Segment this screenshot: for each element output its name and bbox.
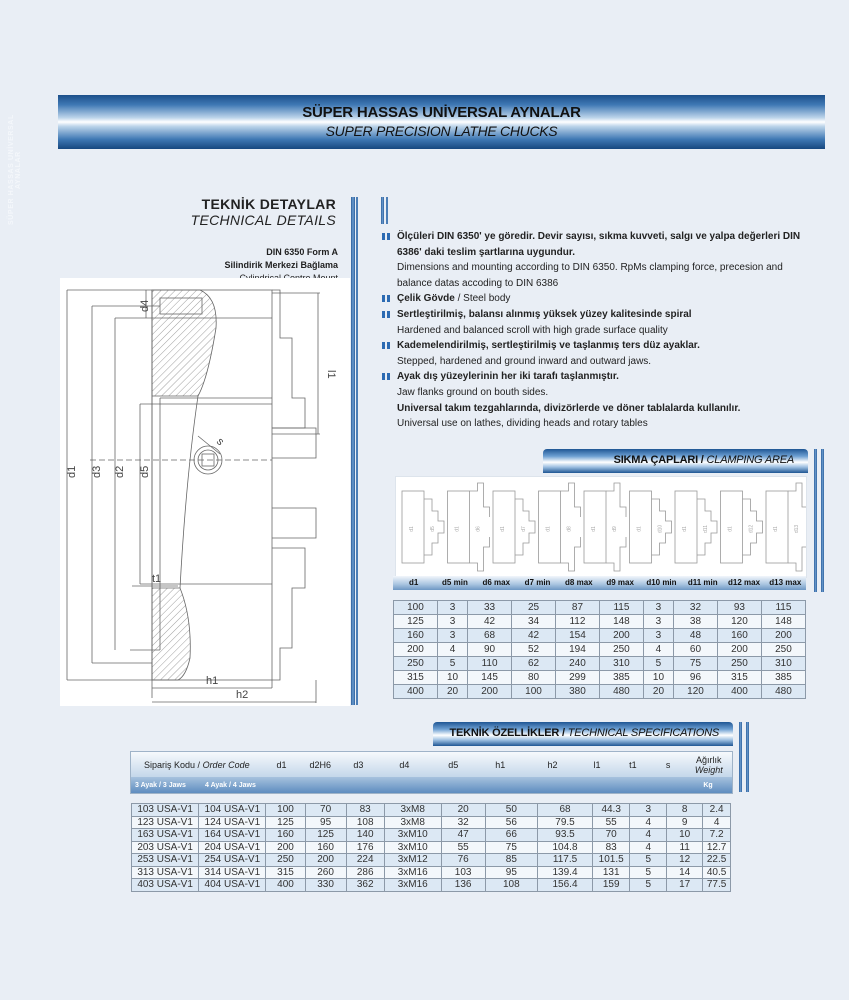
table-cell: 3 — [437, 601, 467, 615]
jaw-diagram-label: d1 — [682, 526, 688, 532]
table-cell: 32 — [674, 601, 718, 615]
table-cell: 12 — [667, 854, 703, 867]
table-cell: 200 — [305, 854, 346, 867]
table-cell: 299 — [555, 671, 599, 685]
table-cell: 4 — [437, 643, 467, 657]
clamping-col-header: d8 max — [565, 578, 593, 587]
table-cell: 3 — [437, 629, 467, 643]
table-cell: 76 — [441, 854, 485, 867]
table-cell: 315 — [717, 671, 761, 685]
table-cell: 4 — [630, 816, 667, 829]
table-cell: 315 — [394, 671, 438, 685]
order-code-header — [131, 760, 263, 770]
scroll-curve — [180, 396, 198, 588]
table-cell: 3xM16 — [384, 879, 441, 892]
table-cell: 148 — [599, 615, 643, 629]
table-cell: 68 — [538, 804, 593, 817]
table-cell: 200 — [599, 629, 643, 643]
table-cell: 380 — [555, 685, 599, 699]
table-cell: 33 — [468, 601, 512, 615]
divider-bar — [386, 197, 388, 224]
hatch-top — [152, 290, 216, 396]
dim-label-l1: l1 — [325, 370, 337, 379]
jaw-diagram-label: d5 — [430, 526, 436, 532]
table-cell: 100 — [266, 804, 305, 817]
table-cell: 103 USA-V1 — [132, 804, 199, 817]
dim-label-h2: h2 — [236, 689, 249, 701]
jaw-diagram-label: d1 — [409, 526, 415, 532]
table-cell: 47 — [441, 829, 485, 842]
table-cell: 5 — [630, 866, 667, 879]
table-cell: 148 — [761, 615, 805, 629]
jaw-diagrams-svg — [396, 477, 806, 577]
table-cell: 96 — [674, 671, 718, 685]
table-cell: 400 — [394, 685, 438, 699]
table-cell: 93.5 — [538, 829, 593, 842]
feature-separator: / — [454, 293, 464, 305]
divider-bar — [821, 449, 824, 592]
bullet-icon — [382, 311, 391, 318]
table-cell: 3 — [643, 601, 673, 615]
table-cell: 4 — [703, 816, 731, 829]
table-cell: 124 USA-V1 — [199, 816, 266, 829]
feature-list — [382, 229, 802, 432]
table-cell: 131 — [592, 866, 630, 879]
table-cell: 3 — [437, 615, 467, 629]
table-cell: 87 — [555, 601, 599, 615]
feature-text-en: Stepped, hardened and ground inward and outward jaws. — [397, 355, 652, 367]
table-cell: 160 — [394, 629, 438, 643]
jaw-diagram-label: d6 — [475, 526, 482, 532]
table-cell: 70 — [592, 829, 630, 842]
table-cell: 48 — [674, 629, 718, 643]
table-cell: 3xM12 — [384, 854, 441, 867]
table-cell: 125 — [394, 615, 438, 629]
clamping-col-header: d10 min — [646, 578, 677, 587]
table-cell: 250 — [599, 643, 643, 657]
bullet-icon — [382, 295, 391, 302]
specs-title-tr: TEKNİK ÖZELLİKLER — [449, 727, 560, 739]
technical-specs-header — [433, 722, 733, 746]
specs-col-header: d3 — [353, 759, 364, 770]
clamping-col-header: d1 — [408, 578, 419, 587]
table-cell: 5 — [437, 657, 467, 671]
table-cell: 112 — [555, 615, 599, 629]
specs-col-header: d5 — [448, 759, 459, 770]
table-cell: 163 USA-V1 — [132, 829, 199, 842]
table-cell: 400 — [266, 879, 305, 892]
table-cell: 100 — [394, 601, 438, 615]
table-cell: 286 — [346, 866, 384, 879]
dim-label-s: s — [213, 435, 227, 449]
jaw-diagram-label: d10 — [657, 524, 664, 534]
table-row — [132, 816, 731, 829]
table-cell: 80 — [512, 671, 556, 685]
table-cell: 95 — [485, 866, 538, 879]
table-cell: 20 — [643, 685, 673, 699]
specs-table — [131, 803, 731, 892]
feature-translation — [382, 323, 802, 339]
table-cell: 85 — [485, 854, 538, 867]
table-cell: 160 — [305, 841, 346, 854]
table-cell: 203 USA-V1 — [132, 841, 199, 854]
jaw-diagram-label: d8 — [566, 526, 573, 532]
technical-details-heading — [150, 196, 336, 228]
table-cell: 120 — [717, 615, 761, 629]
jaw-diagram-label: d11 — [703, 525, 709, 533]
table-cell: 70 — [305, 804, 346, 817]
table-cell: 56 — [485, 816, 538, 829]
table-cell: 117.5 — [538, 854, 593, 867]
divider-bar — [814, 449, 817, 592]
title-separator: / — [559, 727, 568, 739]
table-cell: 20 — [437, 685, 467, 699]
table-cell: 93 — [717, 601, 761, 615]
table-cell: 17 — [667, 879, 703, 892]
jaw-diagram-label: d1 — [727, 526, 734, 532]
table-cell: 103 — [441, 866, 485, 879]
table-cell: 3 — [643, 629, 673, 643]
table-cell: 5 — [643, 657, 673, 671]
table-cell: 10 — [643, 671, 673, 685]
jaw-diagram-label: d1 — [500, 526, 506, 532]
specs-col-header: t1 — [629, 759, 637, 770]
table-cell: 79.5 — [538, 816, 593, 829]
table-cell: 68 — [468, 629, 512, 643]
clamping-title-en: CLAMPING AREA — [706, 454, 794, 466]
table-cell: 108 — [485, 879, 538, 892]
table-cell: 145 — [468, 671, 512, 685]
feature-item — [382, 369, 802, 385]
jaws4-label: 4 Ayak / 4 Jaws — [205, 781, 256, 789]
dim-label-d2: d2 — [114, 465, 126, 478]
dim-label-d5: d5 — [139, 465, 151, 478]
table-cell: 254 USA-V1 — [199, 854, 266, 867]
banner-title-tr: SÜPER HASSAS UNİVERSAL AYNALAR — [302, 104, 581, 121]
feature-text-en: Jaw flanks ground on bouth sides. — [397, 386, 549, 398]
table-cell: 77.5 — [703, 879, 731, 892]
table-cell: 310 — [599, 657, 643, 671]
table-cell: 385 — [599, 671, 643, 685]
jaw-diagram-label: d1 — [773, 526, 779, 532]
specs-col-header: h1 — [495, 759, 506, 770]
dim-label-d3: d3 — [91, 465, 103, 478]
table-cell: 314 USA-V1 — [199, 866, 266, 879]
table-cell: 480 — [761, 685, 805, 699]
table-cell: 83 — [592, 841, 630, 854]
feature-text-tr: Kademelendirilmiş, sertleştirilmiş ve taşlanmış ters düz ayaklar. — [397, 340, 700, 352]
chuck-technical-drawing — [60, 278, 350, 706]
feature-item — [382, 338, 802, 354]
table-cell: 164 USA-V1 — [199, 829, 266, 842]
table-cell: 315 — [266, 866, 305, 879]
table-cell: 42 — [468, 615, 512, 629]
table-cell: 160 — [266, 829, 305, 842]
dim-label-h1: h1 — [206, 675, 219, 687]
table-cell: 176 — [346, 841, 384, 854]
table-cell: 200 — [266, 841, 305, 854]
clamping-col-header: d11 min — [687, 578, 718, 587]
feature-translation — [382, 260, 802, 291]
jaw-diagram-label: d1 — [591, 526, 597, 532]
table-row — [394, 643, 806, 657]
clamping-col-header: d9 max — [606, 578, 634, 587]
jaw-diagram-label: d1 — [636, 526, 643, 532]
table-cell: 4 — [630, 841, 667, 854]
table-cell: 14 — [667, 866, 703, 879]
table-cell: 200 — [468, 685, 512, 699]
dim-label-d4: d4 — [139, 299, 151, 312]
table-cell: 250 — [266, 854, 305, 867]
table-row — [132, 841, 731, 854]
feature-item — [382, 401, 802, 417]
table-cell: 120 — [674, 685, 718, 699]
bullet-icon — [382, 373, 391, 380]
table-cell: 104.8 — [538, 841, 593, 854]
clamping-table — [393, 600, 806, 699]
table-cell: 83 — [346, 804, 384, 817]
divider-bar — [739, 722, 742, 792]
table-cell: 3xM10 — [384, 841, 441, 854]
feature-item — [382, 229, 802, 260]
dim-label-d1: d1 — [66, 465, 78, 478]
table-cell: 34 — [512, 615, 556, 629]
table-cell: 123 USA-V1 — [132, 816, 199, 829]
jaw-diagram — [766, 483, 806, 571]
feature-translation — [382, 416, 802, 432]
table-cell: 20 — [441, 804, 485, 817]
table-cell: 404 USA-V1 — [199, 879, 266, 892]
table-row — [394, 671, 806, 685]
table-row — [394, 629, 806, 643]
feature-translation — [382, 354, 802, 370]
specs-table-header — [130, 751, 733, 794]
specs-col-header: d1 — [276, 759, 287, 770]
jaw-diagram-label: d1 — [454, 526, 461, 532]
table-cell: 139.4 — [538, 866, 593, 879]
table-cell: 32 — [441, 816, 485, 829]
table-cell: 330 — [305, 879, 346, 892]
table-cell: 200 — [394, 643, 438, 657]
table-cell: 250 — [717, 657, 761, 671]
jaw-diagram-label: d1 — [545, 526, 552, 532]
clamping-col-header: d13 max — [769, 578, 802, 587]
order-code-label-tr: Sipariş Kodu / — [144, 759, 203, 770]
jaw-diagrams — [395, 476, 807, 578]
specs-title-en: TECHNICAL SPECIFICATIONS — [567, 727, 719, 739]
table-cell: 10 — [667, 829, 703, 842]
clamping-col-header: d12 max — [728, 578, 761, 587]
table-cell: 313 USA-V1 — [132, 866, 199, 879]
table-cell: 90 — [468, 643, 512, 657]
table-cell: 40.5 — [703, 866, 731, 879]
table-cell: 260 — [305, 866, 346, 879]
specs-col-header: h2 — [547, 759, 558, 770]
table-cell: 25 — [512, 601, 556, 615]
table-cell: 224 — [346, 854, 384, 867]
feature-text-en: Dimensions and mounting according to DIN 6350. RpMs clamping force, precesion and balance datas accoding to DIN 6386 — [397, 262, 783, 289]
table-cell: 3xM8 — [384, 804, 441, 817]
table-cell: 3xM8 — [384, 816, 441, 829]
table-cell: 5 — [630, 879, 667, 892]
table-cell: 55 — [592, 816, 630, 829]
divider-bar — [356, 197, 358, 705]
table-cell: 160 — [717, 629, 761, 643]
table-row — [394, 601, 806, 615]
table-cell: 403 USA-V1 — [132, 879, 199, 892]
divider-bar — [351, 197, 355, 705]
bullet-icon — [382, 233, 391, 240]
feature-text-en: Hardened and balanced scroll with high grade surface quality — [397, 324, 668, 336]
weight-unit: Kg — [703, 781, 713, 789]
jaw-diagram-label: d13 — [794, 524, 800, 534]
title-separator: / — [697, 454, 707, 466]
table-cell: 55 — [441, 841, 485, 854]
divider-bar — [746, 722, 749, 792]
table-cell: 101.5 — [592, 854, 630, 867]
table-row — [132, 829, 731, 842]
table-row — [394, 685, 806, 699]
table-cell: 156.4 — [538, 879, 593, 892]
table-cell: 66 — [485, 829, 538, 842]
table-cell: 3xM10 — [384, 829, 441, 842]
table-cell: 95 — [305, 816, 346, 829]
order-code-label-en: Order Code — [202, 759, 250, 770]
table-cell: 2.4 — [703, 804, 731, 817]
table-cell: 253 USA-V1 — [132, 854, 199, 867]
table-cell: 38 — [674, 615, 718, 629]
weight-label-en: Weight — [694, 764, 723, 775]
clamping-area-header — [543, 449, 808, 473]
table-cell: 62 — [512, 657, 556, 671]
clamping-table-header — [393, 576, 806, 590]
table-cell: 8 — [667, 804, 703, 817]
table-cell: 11 — [667, 841, 703, 854]
table-cell: 385 — [761, 671, 805, 685]
table-cell: 110 — [468, 657, 512, 671]
feature-text-en: Steel body — [463, 293, 511, 305]
table-cell: 3xM16 — [384, 866, 441, 879]
table-cell: 22.5 — [703, 854, 731, 867]
jaw-diagram-label: d9 — [612, 526, 618, 532]
specs-col-header: s — [665, 759, 671, 770]
table-cell: 125 — [266, 816, 305, 829]
clamping-title-tr: SIKMA ÇAPLARI — [613, 454, 698, 466]
table-cell: 159 — [592, 879, 630, 892]
table-cell: 204 USA-V1 — [199, 841, 266, 854]
mount-standard: DIN 6350 Form A — [266, 247, 338, 257]
feature-text-en: Universal use on lathes, dividing heads and rotary tables — [397, 418, 648, 430]
table-row — [132, 866, 731, 879]
table-cell: 108 — [346, 816, 384, 829]
table-cell: 9 — [667, 816, 703, 829]
hatch-bottom — [152, 588, 190, 680]
feature-item — [382, 307, 802, 323]
technical-details-title-tr: TEKNİK DETAYLAR — [201, 196, 336, 212]
table-cell: 75 — [485, 841, 538, 854]
table-cell: 3 — [630, 804, 667, 817]
table-cell: 4 — [643, 643, 673, 657]
table-cell: 115 — [599, 601, 643, 615]
table-cell: 7.2 — [703, 829, 731, 842]
table-cell: 4 — [630, 829, 667, 842]
divider-bar — [381, 197, 384, 224]
table-cell: 3 — [643, 615, 673, 629]
table-cell: 115 — [761, 601, 805, 615]
table-cell: 60 — [674, 643, 718, 657]
clamping-col-header: d6 max — [482, 578, 511, 587]
table-cell: 400 — [717, 685, 761, 699]
table-cell: 42 — [512, 629, 556, 643]
table-cell: 125 — [305, 829, 346, 842]
table-row — [132, 804, 731, 817]
table-cell: 5 — [630, 854, 667, 867]
table-row — [394, 615, 806, 629]
table-cell: 250 — [761, 643, 805, 657]
table-cell: 310 — [761, 657, 805, 671]
feature-text-tr: Universal takım tezgahlarında, divizörlerde ve döner tablalarda kullanılır. — [397, 402, 741, 414]
table-cell: 362 — [346, 879, 384, 892]
chuck-drawing-svg — [60, 278, 350, 706]
table-cell: 200 — [761, 629, 805, 643]
feature-text-tr: Çelik Gövde — [397, 293, 455, 305]
table-cell: 44.3 — [592, 804, 630, 817]
table-cell: 50 — [485, 804, 538, 817]
table-cell: 100 — [512, 685, 556, 699]
weight-label-tr: Ağırlık — [696, 754, 722, 765]
table-cell: 136 — [441, 879, 485, 892]
jaw-diagram-label: d7 — [521, 526, 527, 532]
specs-col-header: l1 — [593, 759, 601, 770]
table-row — [394, 657, 806, 671]
table-cell: 250 — [394, 657, 438, 671]
mount-type-tr: Silindirik Merkezi Bağlama — [224, 260, 338, 270]
title-banner — [58, 95, 825, 149]
feature-text-tr: Ayak dış yüzeylerinin her iki tarafı taşlanmıştır. — [397, 371, 619, 383]
table-cell: 104 USA-V1 — [199, 804, 266, 817]
table-cell: 10 — [437, 671, 467, 685]
table-cell: 154 — [555, 629, 599, 643]
specs-col-header: d4 — [399, 759, 410, 770]
feature-text-tr: Ölçüleri DIN 6350' ye göredir. Devir sayısı, sıkma kuvveti, salgı ve yalpa değerleri DIN 6386' daki teslim şartlarına uygundur. — [397, 231, 801, 258]
table-row — [132, 879, 731, 892]
table-cell: 52 — [512, 643, 556, 657]
feature-translation — [382, 385, 802, 401]
bullet-icon — [382, 342, 391, 349]
clamping-col-header: d5 min — [442, 578, 468, 587]
jaws3-label: 3 Ayak / 3 Jaws — [135, 781, 186, 789]
banner-title-en: SUPER PRECISION LATHE CHUCKS — [325, 123, 558, 139]
technical-details-title-en: TECHNICAL DETAILS — [190, 212, 336, 228]
table-cell: 194 — [555, 643, 599, 657]
table-cell: 240 — [555, 657, 599, 671]
table-cell: 75 — [674, 657, 718, 671]
side-vertical-label: SÜPER HASSAS UNİVERSAL AYNALAR — [8, 114, 22, 226]
feature-text-tr: Sertleştirilmiş, balansı alınmış yüksek yüzey kalitesinde spiral — [397, 308, 692, 320]
specs-col-header: d2H6 — [309, 759, 331, 770]
feature-item — [382, 291, 802, 307]
table-row — [132, 854, 731, 867]
weight-header — [686, 755, 732, 775]
table-cell: 480 — [599, 685, 643, 699]
table-cell: 140 — [346, 829, 384, 842]
table-cell: 12.7 — [703, 841, 731, 854]
dim-label-t1: t1 — [152, 573, 162, 585]
jaw-diagram-label: d12 — [748, 524, 755, 534]
clamping-col-header: d7 min — [524, 578, 551, 587]
table-cell: 200 — [717, 643, 761, 657]
